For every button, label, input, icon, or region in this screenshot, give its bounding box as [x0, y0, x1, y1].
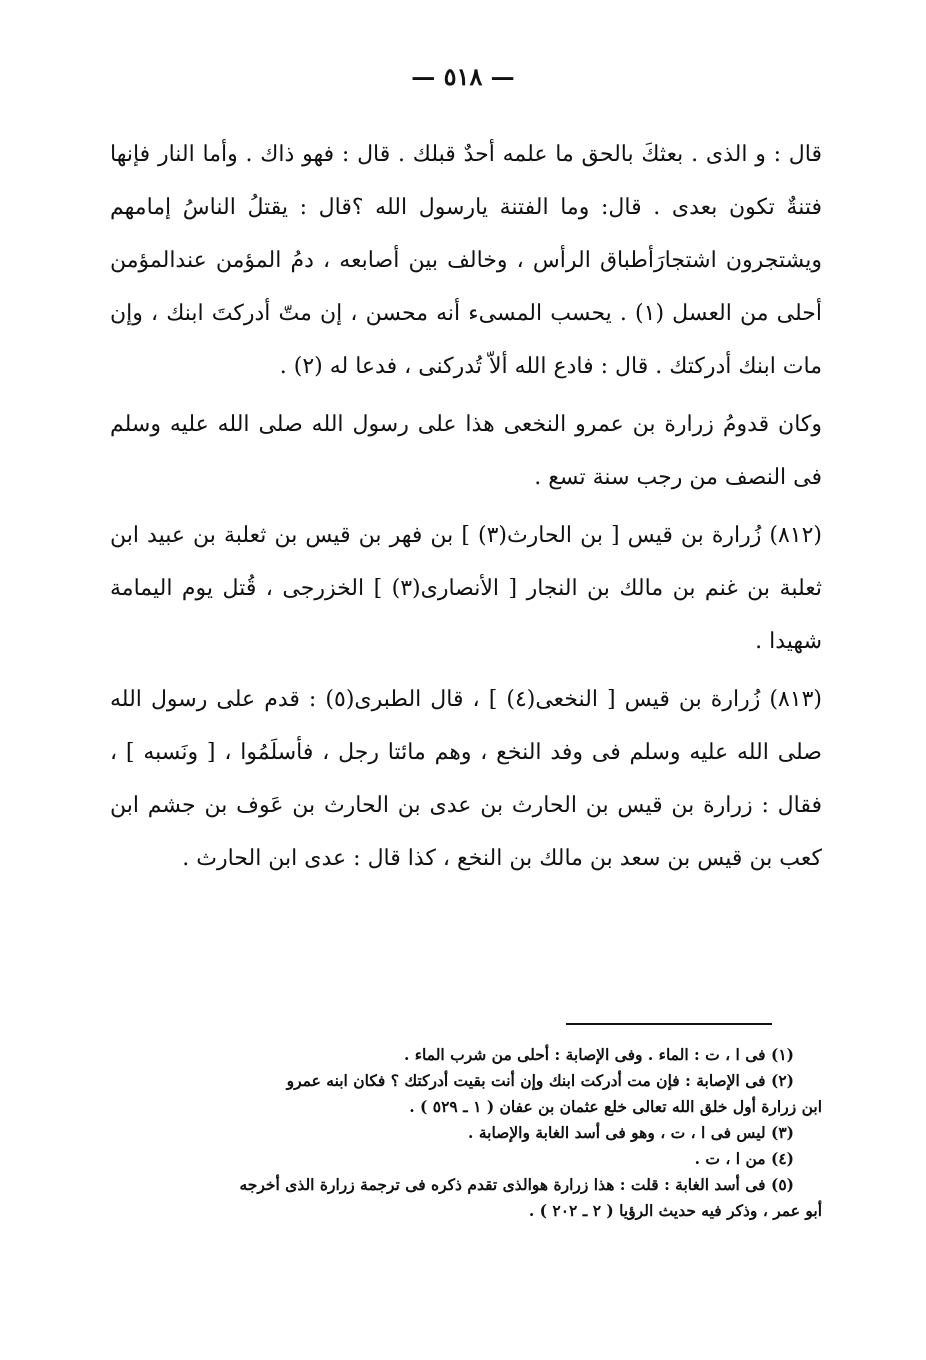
footnote-line: (١) فى ا ، ت : الماء . وفى الإصابة : أحلى من شرب الماء .	[403, 1045, 794, 1064]
footnote-line: (٢) فى الإصابة : فإن مت أدركت ابنك وإن أنت بقيت أدركتك ؟ فكان ابنه عمرو	[286, 1071, 794, 1090]
footnote-line: (٣) ليس فى ا ، ت ، وهو فى أسد الغابة والإصابة .	[468, 1123, 794, 1142]
footnote-line: أبو عمر ، وذكر فيه حديث الرؤيا ( ٢ ـ ٢٠٢ ) .	[528, 1201, 822, 1220]
entry-812: (٨١٢) زُرارة بن قيس [ بن الحارث(٣) ] بن فهر بن قيس بن ثعلبة بن عبيد ابن ثعلبة بن غنم بن مالك بن النجار [ الأنصارى(٣) ] الخزرجى ، قُتل يوم اليمامة شهيدا .	[110, 523, 823, 654]
main-text	[110, 128, 822, 885]
footnote-line: ابن زرارة أول خلق الله تعالى خلع عثمان بن عفان ( ١ ـ ٥٢٩ ) .	[409, 1097, 822, 1116]
footnote-line: (٤) من ا ، ت .	[694, 1149, 794, 1168]
paragraph-arrival: وكان قدومُ زرارة بن عمرو النخعى هذا على رسول الله صلى الله عليه وسلم فى النصف من رجب سنة تسع .	[110, 412, 822, 490]
footnote-line: (٥) فى أسد الغابة : قلت : هذا زرارة هوالذى تقدم ذكره فى ترجمة زرارة الذى أخرجه	[239, 1175, 794, 1194]
entry-813: (٨١٣) زُرارة بن قيس [ النخعى(٤) ] ، قال الطبرى(٥) : قدم على رسول الله صلى الله عليه وسلم فى وفد النخع ، وهم مائتا رجل ، فأسلَمُوا ، [ ونَسبه ] ، فقال : زرارة بن قيس بن الحارث بن عدى بن الحارث بن عَوف بن جشم ابن كعب بن قيس بن سعد بن مالك بن النخع ، كذا قال : عدى ابن الحارث .	[110, 687, 823, 871]
footnote-divider	[566, 1023, 772, 1025]
page-number: — ٥١٨ —	[411, 62, 515, 91]
footnotes	[110, 1042, 822, 1224]
paragraph-hadith: قال : و الذى . بعثكَ بالحق ما علمه أحدٌ قبلك . قال : فهو ذاك . وأما النار فإنها فتنةٌ تكون بعدى . قال: وما الفتنة يارسول الله ؟قال : يقتلُ الناسُ إمامهم ويشتجرون اشتجارَأطباق الرأس ، وخالف بين أصابعه ، دمُ المؤمن عندالمؤمن أحلى من العسل (١) . يحسب المسىء أنه محسن ، إن متّ أدركتَ ابنك ، وإن مات ابنك أدركتك . قال : فادع الله ألاّ تُدركنى ، فدعا له (٢) .	[110, 142, 822, 379]
